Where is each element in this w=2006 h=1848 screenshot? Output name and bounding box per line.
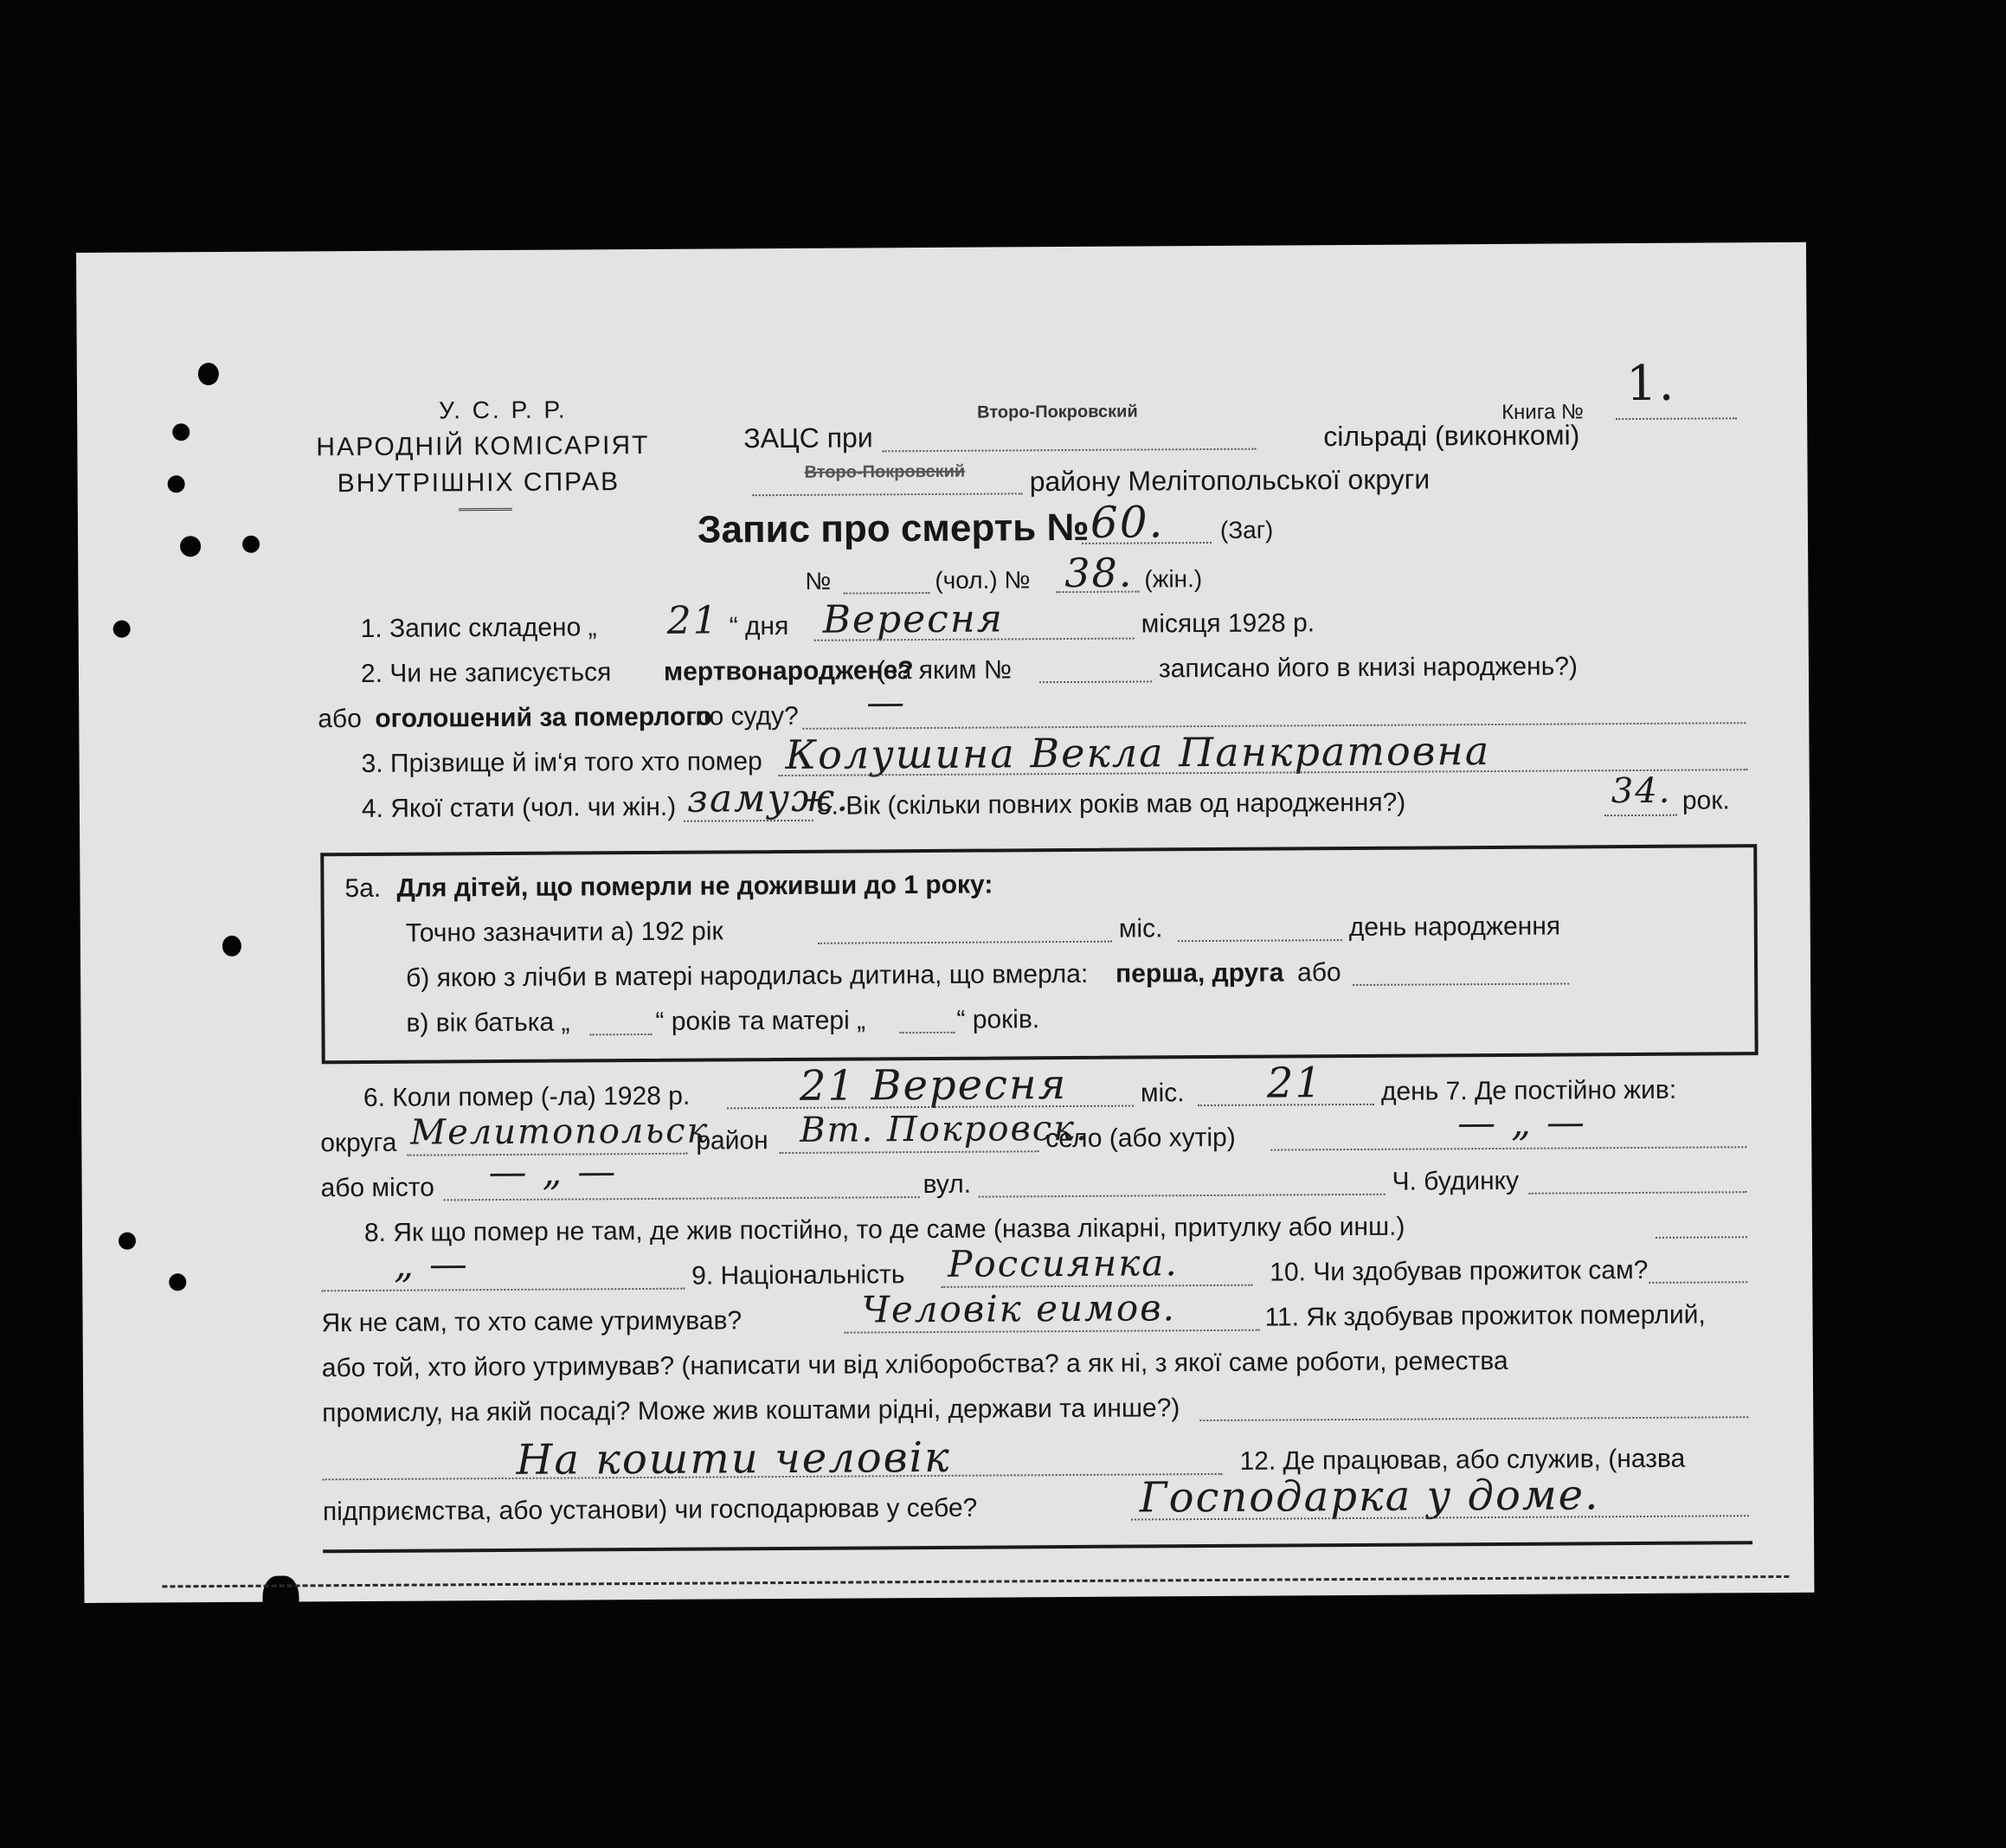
field-12-label: 12. Де працював, або служив, (назва (1239, 1444, 1686, 1476)
dotted-line (779, 1150, 1038, 1154)
field-11-line2: або той, хто його утримував? (написати чи від хліборобства? а як ні, з якої саме роботи, ремества (321, 1346, 1508, 1383)
book-number: 1. (1625, 355, 1676, 413)
field-7-budynok: Ч. будинку (1392, 1166, 1520, 1196)
field-6-a: 6. Коли помер (-ла) 1928 р. (363, 1081, 691, 1112)
field-7-vul: вул. (923, 1169, 972, 1200)
field-8-label: 8. Як що помер не там, де жив постійно, то де саме (назва лікарні, притулку або инш.) (363, 1212, 1405, 1247)
female-number: 38. (1064, 549, 1134, 597)
field-2-line2-b: оголошений за померлого (375, 702, 712, 733)
box-line1-b: міс. (1118, 914, 1163, 943)
field-12-line2: підприємства, або установи) чи господарював у себе? (322, 1493, 978, 1527)
field-2-line1-a: 2. Чи не записується (360, 658, 612, 688)
field-8-value: „ — (393, 1242, 470, 1287)
dotted-line (1604, 815, 1677, 817)
dotted-line (1616, 417, 1737, 420)
zags-label: ЗАЦС при (743, 422, 873, 454)
box-title-b: Для дітей, що померли не доживши до 1 року: (396, 870, 993, 903)
cut-line (162, 1575, 1789, 1587)
death-record-form (76, 242, 1814, 1603)
dotted-line (321, 1288, 685, 1292)
field-7-rayon: район (696, 1126, 768, 1156)
chol-label: № (805, 567, 832, 595)
field-5-suffix: рок. (1681, 786, 1730, 815)
dotted-line (1656, 1236, 1747, 1239)
punch-hole (242, 536, 260, 553)
dotted-line (1649, 1281, 1747, 1284)
field-11-value: На кошти человік (516, 1433, 951, 1484)
zag-label: (Заг) (1219, 516, 1274, 544)
record-number: 60. (1090, 497, 1165, 548)
punch-hole (168, 475, 185, 493)
rayon-stamp: Второ-Покровский (804, 461, 966, 482)
field-11-line3: промислу, на якій посаді? Може жив коштами рідні, держави та инше?) (322, 1394, 1180, 1428)
field-1-day: 21 (666, 598, 719, 643)
field-9-label: 9. Національність (691, 1260, 905, 1291)
dotted-line (1529, 1191, 1747, 1194)
box-line3-a: в) вік батька „ (406, 1008, 570, 1038)
field-1-mid: “ дня (729, 611, 789, 641)
field-5-label: 5. Вік (скільки повних років мав од народження?) (816, 788, 1406, 821)
field-6-day: 21 (1266, 1059, 1324, 1108)
record-title: Запис про смерть № (697, 505, 1090, 551)
field-3-label: 3. Прізвище й ім‘я того хто помер (361, 747, 762, 778)
field-4-label: 4. Якої стати (чол. чи жін.) (361, 792, 677, 823)
box-line3-b: “ років та матері „ (655, 1006, 866, 1036)
dotted-line (444, 1196, 920, 1201)
field-7-selo-value: — „ — (1457, 1100, 1587, 1146)
dotted-line (753, 493, 1023, 496)
dotted-line (843, 592, 929, 595)
dotted-line (979, 1194, 1386, 1198)
field-1-month: Вересня (822, 596, 1005, 642)
punch-hole (113, 621, 131, 638)
dotted-line (590, 1033, 653, 1035)
field-7-misto: або місто (320, 1173, 434, 1203)
dotted-line (1270, 1146, 1746, 1150)
commissariat-line2: ВНУТРІШНІХ СПРАВ (337, 467, 620, 499)
field-7-okruga-value: Мелитопольск (410, 1111, 710, 1153)
zags-stamp: Второ-Покровский (977, 402, 1138, 422)
field-2-value: — (866, 680, 907, 725)
field-1-prefix: 1. Запис складено „ (360, 613, 597, 644)
dotted-line (1039, 680, 1152, 683)
rayon-label: району Мелітопольської округи (1029, 463, 1431, 498)
chol-suffix: (чол.) № (935, 566, 1031, 594)
commissariat-line1: НАРОДНІЙ КОМІСАРІЯТ (316, 430, 650, 462)
bottom-rule (323, 1541, 1752, 1553)
field-2-line1-d: записано його в книзі народжень?) (1158, 652, 1578, 684)
punch-hole (262, 1575, 299, 1627)
box-title-a: 5а. (344, 873, 382, 904)
box-line1-a: Точно зазначити а) 192 рік (405, 917, 723, 948)
field-5-value: 34. (1611, 770, 1672, 812)
field-7-rayon-value: Вт. Покровск. (800, 1108, 1089, 1150)
field-2-line1-b: мертвонароджене? (663, 656, 914, 686)
field-1-suffix: місяця 1928 р. (1141, 608, 1315, 639)
box-line2-a: б) якою з лічби в матері народилась дитина, що вмерла: (406, 959, 1089, 993)
punch-hole (119, 1233, 136, 1250)
field-12-value: Господарка у доме. (1139, 1471, 1600, 1523)
field-11-label: 11. Як здобував прожиток померлий, (1264, 1300, 1706, 1332)
punch-hole (172, 423, 190, 441)
field-6-c: день 7. Де постійно жив: (1380, 1075, 1677, 1106)
field-2-line1-c: (за яким № (876, 655, 1013, 686)
field-4-value: замуж. (686, 776, 851, 821)
field-6-date: 21 Вересня (799, 1060, 1068, 1111)
field-2-line2-c: по суду? (695, 701, 799, 731)
field-7-selo: село (або хутір) (1045, 1123, 1236, 1154)
dotted-line (1199, 1416, 1748, 1421)
header-divider (459, 508, 512, 511)
field-9-value: Россиянка. (948, 1241, 1179, 1285)
dotted-line (684, 820, 813, 822)
book-label: Книга № (1501, 400, 1584, 424)
dotted-line (900, 1032, 955, 1033)
field-2-line2-a: або (318, 704, 362, 734)
field-10b-label: Як не сам, то хто саме утримував? (321, 1306, 743, 1338)
box-line1-c: день народження (1348, 911, 1561, 943)
punch-hole (198, 363, 219, 385)
box-line2-b: перша, друга (1116, 958, 1284, 988)
box-line3-c: “ років. (956, 1005, 1040, 1034)
box-line2-c: або (1297, 958, 1341, 988)
punch-hole (180, 536, 201, 557)
zhin-suffix: (жін.) (1144, 565, 1203, 593)
field-10-label: 10. Чи здобував прожиток сам? (1270, 1255, 1649, 1287)
field-3-value: Колушина Векла Панкратовна (785, 727, 1491, 779)
field-7-misto-value: — „ — (488, 1149, 618, 1195)
field-7-okruga: округа (320, 1128, 397, 1158)
republic-label: У. С. Р. Р. (439, 396, 568, 424)
field-6-b: міс. (1140, 1079, 1185, 1108)
silradi-label: сільраді (виконкомі) (1323, 419, 1580, 453)
punch-hole (222, 936, 241, 956)
dotted-line (882, 448, 1256, 453)
punch-hole (169, 1273, 186, 1291)
field-10b-value: Человік еимов. (861, 1286, 1177, 1331)
